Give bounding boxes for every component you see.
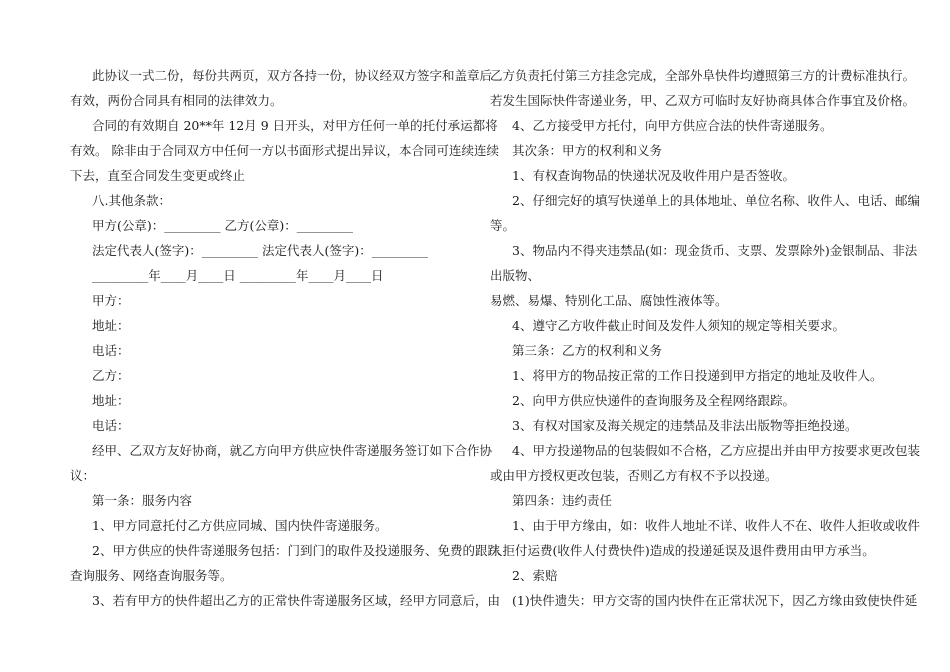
text-line: 乙方负责托付第三方挂念完成，全部外阜快件均遵照第三方的计费标准执行。: [490, 68, 916, 83]
signature-line: 法定代表人(签字)：_________ 法定代表人(签字)：_________: [92, 243, 428, 258]
text-line: 或由甲方授权更改包装，否则乙方有权不予以投递。: [490, 468, 778, 483]
field-label: 甲方：: [92, 293, 130, 308]
text-line: 等。: [490, 218, 516, 233]
text-line: 1、由于甲方缘由，如：收件人地址不详、收件人不在、收件人拒收或收件: [512, 518, 920, 533]
field-label: 地址：: [92, 393, 130, 408]
text-line: 查询服务、网络查询服务等。: [70, 568, 233, 583]
text-line: (1)快件遗失：甲方交寄的国内快件在正常状况下，因乙方缘由致使快件延: [512, 593, 918, 608]
text-line: 3、有权对国家及海关规定的违禁品及非法出版物等拒绝投递。: [512, 418, 858, 433]
text-line: 2、仔细完好的填写快递单上的具体地址、单位名称、收件人、电话、邮编: [512, 193, 920, 208]
text-line: 议：: [70, 468, 96, 483]
section-heading: 其次条：甲方的权利和义务: [512, 143, 663, 158]
text-line: 下去，直至合同发生变更或终止: [70, 168, 246, 183]
text-line: 若发生国际快件寄递业务，甲、乙双方可临时友好协商具体合作事宜及价格。: [490, 93, 916, 108]
text-line: 4、遵守乙方收件截止时间及发件人须知的规定等相关要求。: [512, 318, 845, 333]
text-line: 有效，两份合同具有相同的法律效力。: [70, 93, 283, 108]
text-line: 3、物品内不得夹违禁品(如：现金货币、支票、发票除外)金银制品、非法: [512, 243, 918, 258]
text-line: 1、甲方同意托付乙方供应同城、国内快件寄递服务。: [92, 518, 388, 533]
text-line: 出版物、: [490, 268, 541, 283]
signature-line: 甲方(公章)：_________ 乙方(公章)：_________: [92, 218, 353, 233]
section-heading: 第一条：服务内容: [92, 493, 193, 508]
text-line: 经甲、乙双方友好协商，就乙方向甲方供应快件寄递服务签订如下合作协: [92, 443, 493, 458]
field-label: 电话：: [92, 343, 130, 358]
text-line: 1、将甲方的物品按正常的工作日投递到甲方指定的地址及收件人。: [512, 368, 883, 383]
field-label: 电话：: [92, 418, 130, 433]
text-line: 1、有权查询物品的快递状况及收件用户是否签收。: [512, 168, 795, 183]
section-heading: 第四条：违约责任: [512, 493, 613, 508]
text-line: 2、甲方供应的快件寄递服务包括：门到门的取件及投递服务、免费的跟踪: [92, 543, 500, 558]
text-line: 4、乙方接受甲方托付，向甲方供应合法的快件寄递服务。: [512, 118, 833, 133]
date-line: _________年____月____日 _________年____月____日: [92, 268, 384, 283]
text-line: 此协议一式二份，每份共两页，双方各持一份，协议经双方签字和盖章后: [92, 68, 493, 83]
text-line: 有效。 除非由于合同双方中任何一方以书面形式提出异议，本合同可连续连续: [70, 143, 499, 158]
text-line: 3、若有甲方的快件超出乙方的正常快件寄递服务区域，经甲方同意后，由: [92, 593, 500, 608]
text-line: 2、索赔: [512, 568, 558, 583]
text-line: 4、甲方投递物品的包装假如不合格，乙方应提出并由甲方按要求更改包装: [512, 443, 920, 458]
section-heading: 第三条：乙方的权利和义务: [512, 343, 663, 358]
field-label: 地址：: [92, 318, 130, 333]
text-line: 2、向甲方供应快递件的查询服务及全程网络跟踪。: [512, 393, 795, 408]
text-line: 易燃、易爆、特别化工品、腐蚀性液体等。: [490, 293, 728, 308]
field-label: 乙方：: [92, 368, 130, 383]
text-line: 合同的有效期自 20**年 12月 9 日开头，对甲方任何一单的托付承运都将: [92, 118, 498, 133]
section-heading: 八.其他条款：: [92, 193, 171, 208]
text-line: 人拒付运费(收件人付费快件)造成的投递延误及退件费用由甲方承当。: [490, 543, 875, 558]
